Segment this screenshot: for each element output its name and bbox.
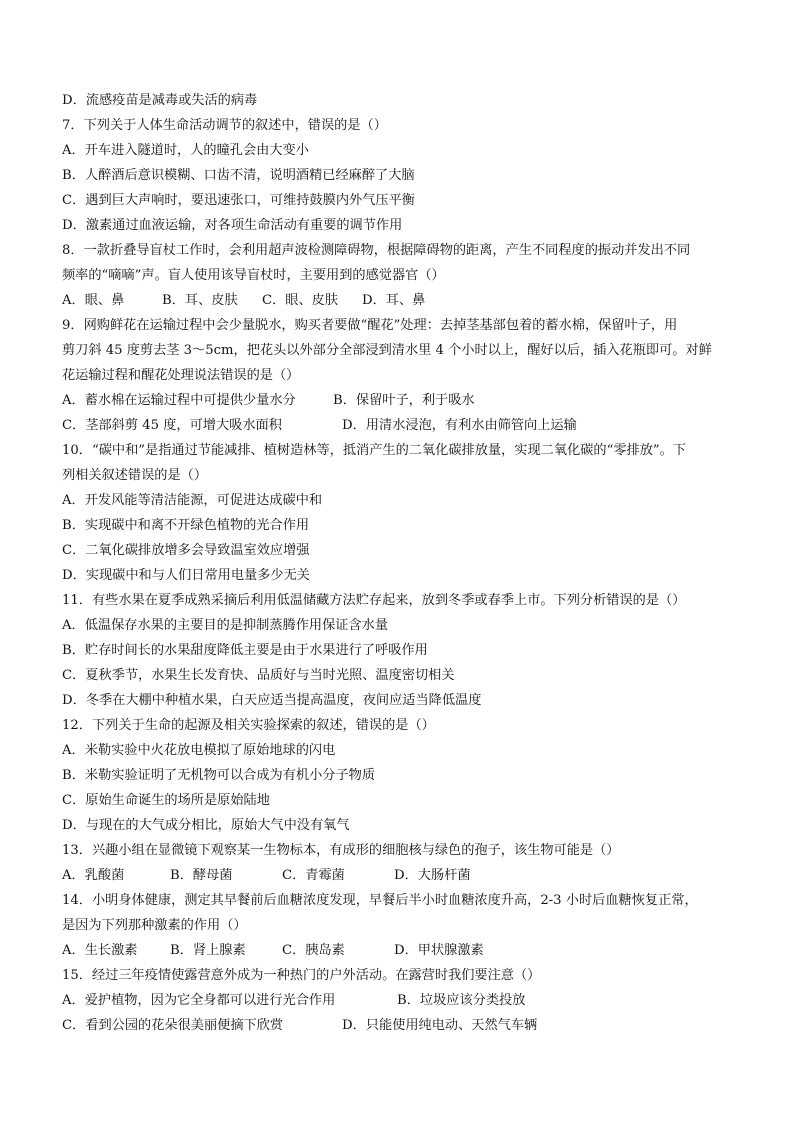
question-13: 13．兴趣小组在显微镜下观察某一生物标本，有成形的细胞核与绿色的孢子，该生物可能是（） [62,843,620,858]
option-d: D．大肠杆菌 [394,868,471,883]
question-10: 10．“碳中和”是指通过节能减排、植树造林等，抵消产生的二氧化碳排放量，实现二氧化碳的“零排放”。下 [62,443,686,458]
question-15: 15．经过三年疫情使露营意外成为一种热门的户外活动。在露营时我们要注意（） [62,968,541,983]
option-a: A．爱护植物，因为它全身都可以进行光合作用 [62,993,336,1008]
question-8: 8．一款折叠导盲杖工作时，会利用超声波检测障碍物，根据障碍物的距离，产生不同程度的振动并发出不同 [62,243,691,258]
option-c: C．胰岛素 [282,943,345,958]
option-d: D．用清水浸泡，有利水由筛管向上运输 [342,418,577,433]
option-text: C．遇到巨大声响时，要迅速张口，可维持鼓膜内外气压平衡 [62,193,415,208]
option-b: B．垃圾应该分类投放 [397,993,526,1008]
option-text: B．贮存时间长的水果甜度降低主要是由于水果进行了呼吸作用 [62,643,428,658]
question-12: 12．下列关于生命的起源及相关实验探索的叙述，错误的是（） [62,718,435,733]
question-14: 14．小明身体健康，测定其早餐前后血糖浓度发现，早餐后半小时血糖浓度升高，2-3 小时后血糖恢复正常， [62,893,698,908]
option-c: C．茎部斜剪 45 度，可增大吸水面积 [62,418,282,433]
option-c: C．青霉菌 [282,868,345,883]
option-b: B．酵母菌 [170,868,233,883]
option-text: A．开车进入隧道时，人的瞳孔会由大变小 [62,143,309,158]
option-a: A．眼、鼻 [62,293,125,308]
option-text: D．实现碳中和与人们日常用电量多少无关 [62,568,310,583]
option-text: C．夏秋季节，水果生长发育快、品质好与当时光照、温度密切相关 [62,668,455,683]
option-b: B．耳、皮肤 [162,293,238,308]
question-9-options-cd [62,413,742,438]
option-text: D．激素通过血液运输，对各项生命活动有重要的调节作用 [62,218,403,233]
question-8-cont: 频率的“嘀嘀”声。盲人使用该导盲杖时，主要用到的感觉器官（） [62,268,445,283]
option-d: D．甲状腺激素 [394,943,484,958]
option-text: D．流感疫苗是减毒或失活的病毒 [62,93,258,108]
option-b: B．肾上腺素 [170,943,246,958]
option-text: A．米勒实验中火花放电模拟了原始地球的闪电 [62,743,336,758]
option-c: C．眼、皮肤 [262,293,339,308]
option-d: D．耳、鼻 [362,293,426,308]
option-text: B．实现碳中和离不开绿色植物的光合作用 [62,518,310,533]
question-10-cont: 列相关叙述错误的是（） [62,468,208,483]
option-text: D．与现在的大气成分相比，原始大气中没有氧气 [62,818,350,833]
question-9-cont: 剪刀斜 45 度剪去茎 3～5cm，把花头以外部分全部浸到清水里 4 个小时以上，醒好以后，插入花瓶即可。对鲜 [62,343,712,358]
option-text: C．二氧化碳排放增多会导致温室效应增强 [62,543,310,558]
question-7: 7．下列关于人体生命活动调节的叙述中，错误的是（） [62,118,387,133]
option-text: D．冬季在大棚中种植水果，白天应适当提高温度，夜间应适当降低温度 [62,693,482,708]
question-9: 9．网购鲜花在运输过程中会少量脱水，购买者要做“醒花”处理：去掉茎基部包着的蓄水棉，保留叶子，用 [62,318,678,333]
question-14-cont: 是因为下列那种激素的作用（） [62,918,247,933]
option-text: A．开发风能等清洁能源，可促进达成碳中和 [62,493,323,508]
option-b: B．保留叶子，利于吸水 [333,393,475,408]
option-text: C．原始生命诞生的场所是原始陆地 [62,793,270,808]
question-15-options-ab [62,988,742,1013]
question-9-cont: 花运输过程和醒花处理说法错误的是（） [62,368,300,383]
question-9-options-ab [62,388,742,413]
option-a: A．生长激素 [62,943,138,958]
option-a: A．蓄水棉在运输过程中可提供少量水分 [62,393,296,408]
option-text: B．米勒实验证明了无机物可以合成为有机小分子物质 [62,768,376,783]
question-8-options [62,288,742,313]
question-14-options [62,938,742,963]
question-13-options [62,863,742,888]
question-15-options-cd [62,1013,742,1038]
option-a: A．乳酸菌 [62,868,125,883]
option-text: A．低温保存水果的主要目的是抑制蒸腾作用保证含水量 [62,618,389,633]
question-list [62,88,742,1038]
question-11: 11．有些水果在夏季成熟采摘后利用低温储藏方法贮存起来，放到冬季或春季上市。下列分析错误的是（） [62,593,686,608]
option-text: B．人醉酒后意识模糊、口齿不清，说明酒精已经麻醉了大脑 [62,168,415,183]
option-d: D．只能使用纯电动、天然气车辆 [342,1018,538,1033]
option-c: C．看到公园的花朵很美丽便摘下欣赏 [62,1018,284,1033]
